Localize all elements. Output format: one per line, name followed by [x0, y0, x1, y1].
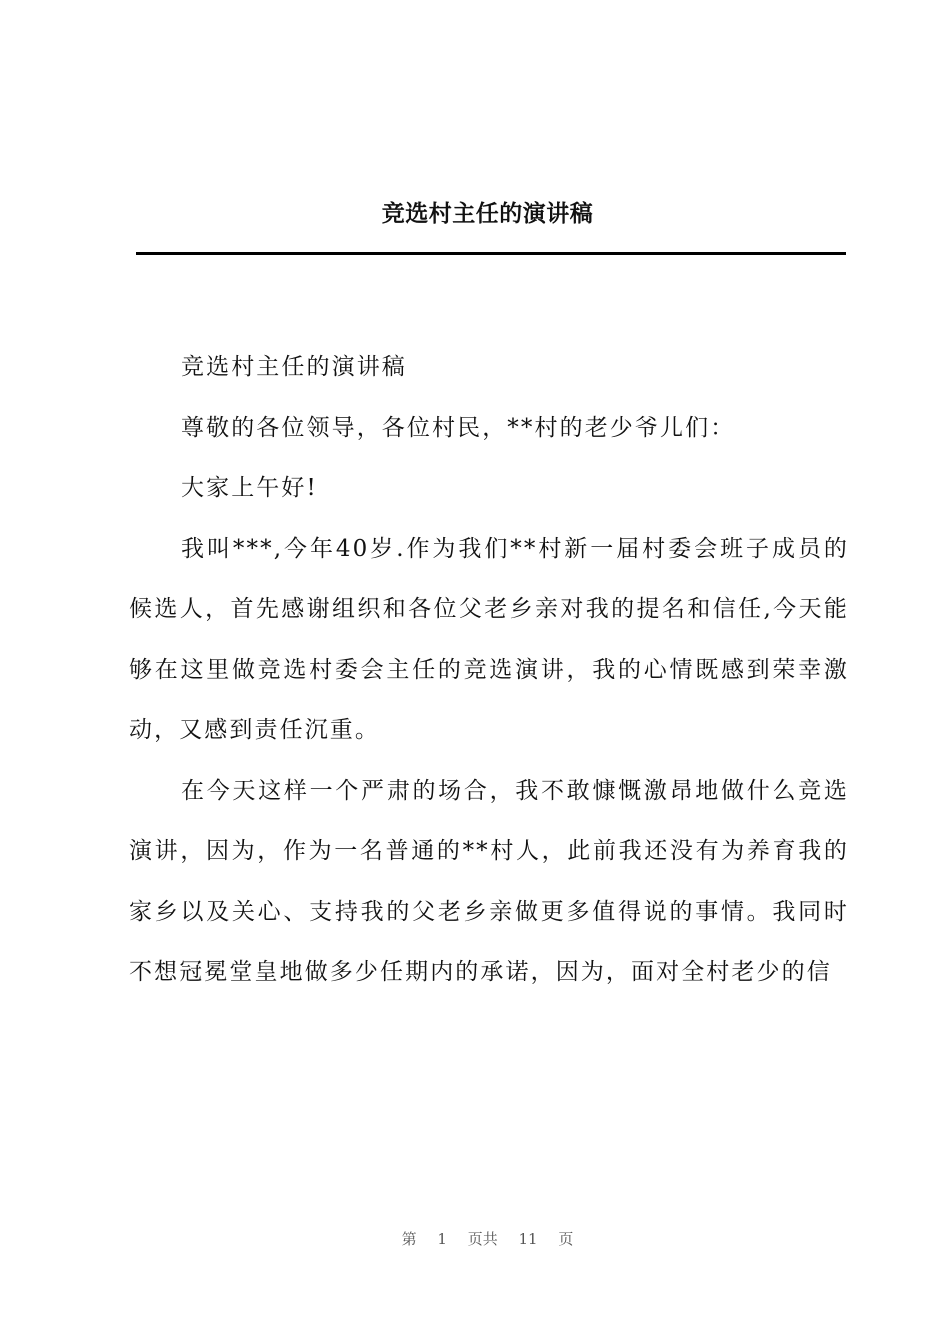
footer-label-page: 第: [401, 1230, 417, 1248]
title-underline: [136, 252, 846, 255]
paragraph: 我叫***,今年40岁.作为我们**村新一届村委会班子成员的候选人，首先感谢组织和各位父老乡亲对我的提名和信任,今天能够在这里做竞选村委会主任的竞选演讲，我的心情既感到荣幸激动，又感到责任沉重。: [129, 535, 849, 743]
footer-current-page: 1: [437, 1230, 447, 1248]
paragraph: 竞选村主任的演讲稿: [181, 354, 407, 380]
document-body: [129, 337, 849, 1003]
footer-label-pages: 页: [558, 1230, 574, 1248]
footer-total-pages: 11: [518, 1230, 538, 1248]
paragraph: 在今天这样一个严肃的场合，我不敢慷慨激昂地做什么竞选演讲，因为，作为一名普通的**村人，此前我还没有为养育我的家乡以及关心、支持我的父老乡亲做更多值得说的事情。我同时不想冠冕堂皇地做多少任期内的承诺，因为，面对全村老少的信: [129, 777, 849, 985]
paragraph: 大家上午好!: [181, 475, 318, 501]
paragraph: 尊敬的各位领导，各位村民，**村的老少爷儿们：: [181, 414, 736, 441]
document-title: 竞选村主任的演讲稿: [381, 200, 594, 227]
footer-label-of: 页共: [467, 1230, 498, 1248]
page-footer: [0, 1228, 950, 1249]
